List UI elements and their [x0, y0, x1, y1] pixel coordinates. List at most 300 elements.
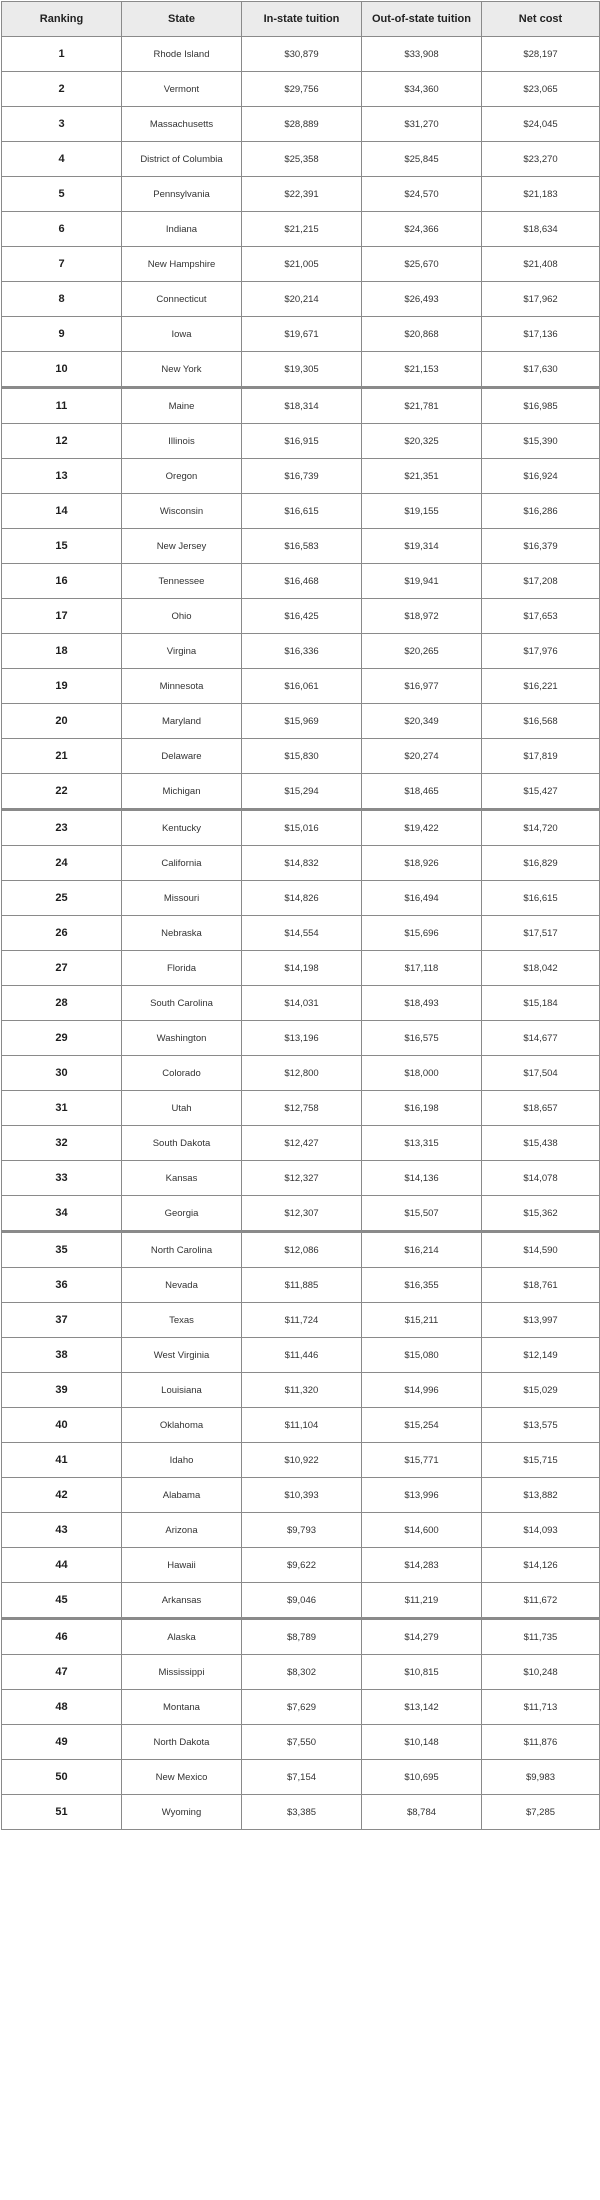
table-row	[2, 846, 600, 881]
cell-ranking: 45	[2, 1583, 122, 1619]
cell-in-state-tuition: $11,446	[242, 1338, 362, 1373]
cell-out-of-state-tuition: $15,507	[362, 1196, 482, 1232]
cell-state: Indiana	[122, 212, 242, 247]
cell-out-of-state-tuition: $17,118	[362, 951, 482, 986]
cell-in-state-tuition: $9,793	[242, 1513, 362, 1548]
cell-out-of-state-tuition: $14,283	[362, 1548, 482, 1583]
cell-state: Nevada	[122, 1268, 242, 1303]
table-row	[2, 951, 600, 986]
cell-state: Kentucky	[122, 810, 242, 846]
cell-out-of-state-tuition: $14,279	[362, 1619, 482, 1655]
cell-ranking: 25	[2, 881, 122, 916]
table-row	[2, 352, 600, 388]
cell-net-cost: $11,876	[482, 1725, 600, 1760]
cell-net-cost: $13,882	[482, 1478, 600, 1513]
table-row	[2, 388, 600, 424]
cell-in-state-tuition: $16,336	[242, 634, 362, 669]
header-state: State	[122, 2, 242, 37]
cell-ranking: 17	[2, 599, 122, 634]
cell-in-state-tuition: $7,550	[242, 1725, 362, 1760]
cell-ranking: 22	[2, 774, 122, 810]
table-body	[2, 37, 600, 1830]
cell-out-of-state-tuition: $34,360	[362, 72, 482, 107]
cell-ranking: 29	[2, 1021, 122, 1056]
cell-state: Iowa	[122, 317, 242, 352]
cell-ranking: 1	[2, 37, 122, 72]
cell-net-cost: $17,976	[482, 634, 600, 669]
cell-out-of-state-tuition: $18,000	[362, 1056, 482, 1091]
cell-ranking: 11	[2, 388, 122, 424]
cell-in-state-tuition: $7,629	[242, 1690, 362, 1725]
cell-out-of-state-tuition: $20,265	[362, 634, 482, 669]
cell-net-cost: $9,983	[482, 1760, 600, 1795]
cell-in-state-tuition: $15,830	[242, 739, 362, 774]
cell-in-state-tuition: $21,215	[242, 212, 362, 247]
cell-net-cost: $23,065	[482, 72, 600, 107]
cell-in-state-tuition: $11,724	[242, 1303, 362, 1338]
cell-in-state-tuition: $20,214	[242, 282, 362, 317]
table-row	[2, 1583, 600, 1619]
cell-in-state-tuition: $9,046	[242, 1583, 362, 1619]
cell-net-cost: $15,184	[482, 986, 600, 1021]
table-row	[2, 704, 600, 739]
cell-in-state-tuition: $8,789	[242, 1619, 362, 1655]
cell-net-cost: $21,183	[482, 177, 600, 212]
cell-state: Virgina	[122, 634, 242, 669]
cell-ranking: 21	[2, 739, 122, 774]
cell-in-state-tuition: $22,391	[242, 177, 362, 212]
cell-state: Oklahoma	[122, 1408, 242, 1443]
cell-ranking: 48	[2, 1690, 122, 1725]
cell-state: Pennsylvania	[122, 177, 242, 212]
table-row	[2, 739, 600, 774]
table-row	[2, 986, 600, 1021]
table-row	[2, 669, 600, 704]
cell-state: Montana	[122, 1690, 242, 1725]
cell-out-of-state-tuition: $24,366	[362, 212, 482, 247]
cell-in-state-tuition: $14,198	[242, 951, 362, 986]
cell-state: Delaware	[122, 739, 242, 774]
table-row	[2, 774, 600, 810]
cell-net-cost: $16,568	[482, 704, 600, 739]
table-row	[2, 916, 600, 951]
cell-out-of-state-tuition: $20,349	[362, 704, 482, 739]
cell-net-cost: $17,653	[482, 599, 600, 634]
cell-ranking: 14	[2, 494, 122, 529]
cell-out-of-state-tuition: $24,570	[362, 177, 482, 212]
cell-state: New Jersey	[122, 529, 242, 564]
cell-ranking: 24	[2, 846, 122, 881]
table-row	[2, 529, 600, 564]
cell-state: Missouri	[122, 881, 242, 916]
cell-ranking: 36	[2, 1268, 122, 1303]
cell-net-cost: $17,136	[482, 317, 600, 352]
cell-out-of-state-tuition: $26,493	[362, 282, 482, 317]
table-row	[2, 494, 600, 529]
cell-in-state-tuition: $11,320	[242, 1373, 362, 1408]
cell-in-state-tuition: $16,615	[242, 494, 362, 529]
cell-ranking: 12	[2, 424, 122, 459]
cell-state: Arizona	[122, 1513, 242, 1548]
cell-state: Oregon	[122, 459, 242, 494]
tuition-ranking-table	[1, 1, 600, 1830]
cell-out-of-state-tuition: $16,355	[362, 1268, 482, 1303]
cell-in-state-tuition: $13,196	[242, 1021, 362, 1056]
table-row	[2, 1548, 600, 1583]
cell-net-cost: $17,504	[482, 1056, 600, 1091]
cell-in-state-tuition: $7,154	[242, 1760, 362, 1795]
cell-state: Massachusetts	[122, 107, 242, 142]
cell-in-state-tuition: $14,832	[242, 846, 362, 881]
cell-net-cost: $16,286	[482, 494, 600, 529]
cell-ranking: 10	[2, 352, 122, 388]
cell-ranking: 13	[2, 459, 122, 494]
cell-state: Kansas	[122, 1161, 242, 1196]
table-row	[2, 1619, 600, 1655]
cell-net-cost: $11,735	[482, 1619, 600, 1655]
cell-out-of-state-tuition: $21,153	[362, 352, 482, 388]
cell-in-state-tuition: $25,358	[242, 142, 362, 177]
cell-in-state-tuition: $19,305	[242, 352, 362, 388]
cell-state: North Carolina	[122, 1232, 242, 1268]
cell-state: Maine	[122, 388, 242, 424]
cell-out-of-state-tuition: $31,270	[362, 107, 482, 142]
cell-in-state-tuition: $10,922	[242, 1443, 362, 1478]
cell-net-cost: $14,677	[482, 1021, 600, 1056]
cell-in-state-tuition: $14,031	[242, 986, 362, 1021]
table-row	[2, 1338, 600, 1373]
cell-out-of-state-tuition: $21,351	[362, 459, 482, 494]
cell-state: Rhode Island	[122, 37, 242, 72]
cell-out-of-state-tuition: $18,465	[362, 774, 482, 810]
cell-in-state-tuition: $12,800	[242, 1056, 362, 1091]
cell-net-cost: $17,208	[482, 564, 600, 599]
cell-ranking: 15	[2, 529, 122, 564]
cell-out-of-state-tuition: $8,784	[362, 1795, 482, 1830]
cell-net-cost: $13,997	[482, 1303, 600, 1338]
cell-net-cost: $14,126	[482, 1548, 600, 1583]
cell-ranking: 6	[2, 212, 122, 247]
cell-in-state-tuition: $10,393	[242, 1478, 362, 1513]
table-row	[2, 564, 600, 599]
table-row	[2, 599, 600, 634]
table-row	[2, 1126, 600, 1161]
table-row	[2, 1690, 600, 1725]
cell-net-cost: $15,427	[482, 774, 600, 810]
cell-state: South Carolina	[122, 986, 242, 1021]
table-row	[2, 1232, 600, 1268]
cell-out-of-state-tuition: $11,219	[362, 1583, 482, 1619]
cell-state: Washington	[122, 1021, 242, 1056]
cell-ranking: 5	[2, 177, 122, 212]
cell-ranking: 49	[2, 1725, 122, 1760]
cell-out-of-state-tuition: $16,198	[362, 1091, 482, 1126]
cell-out-of-state-tuition: $14,600	[362, 1513, 482, 1548]
cell-ranking: 26	[2, 916, 122, 951]
cell-out-of-state-tuition: $14,136	[362, 1161, 482, 1196]
cell-out-of-state-tuition: $20,274	[362, 739, 482, 774]
cell-net-cost: $16,221	[482, 669, 600, 704]
cell-in-state-tuition: $14,554	[242, 916, 362, 951]
cell-state: West Virginia	[122, 1338, 242, 1373]
cell-ranking: 20	[2, 704, 122, 739]
cell-state: Michigan	[122, 774, 242, 810]
table-row	[2, 107, 600, 142]
cell-state: Minnesota	[122, 669, 242, 704]
cell-net-cost: $7,285	[482, 1795, 600, 1830]
cell-ranking: 51	[2, 1795, 122, 1830]
table-row	[2, 1443, 600, 1478]
cell-in-state-tuition: $11,104	[242, 1408, 362, 1443]
table-row	[2, 881, 600, 916]
cell-state: Idaho	[122, 1443, 242, 1478]
cell-net-cost: $17,630	[482, 352, 600, 388]
cell-ranking: 7	[2, 247, 122, 282]
cell-ranking: 33	[2, 1161, 122, 1196]
cell-ranking: 23	[2, 810, 122, 846]
cell-out-of-state-tuition: $25,845	[362, 142, 482, 177]
cell-in-state-tuition: $12,307	[242, 1196, 362, 1232]
cell-state: New Hampshire	[122, 247, 242, 282]
cell-state: Arkansas	[122, 1583, 242, 1619]
cell-in-state-tuition: $12,758	[242, 1091, 362, 1126]
cell-ranking: 40	[2, 1408, 122, 1443]
cell-ranking: 42	[2, 1478, 122, 1513]
table-row	[2, 1478, 600, 1513]
cell-ranking: 38	[2, 1338, 122, 1373]
table-row	[2, 1760, 600, 1795]
table-row	[2, 72, 600, 107]
cell-state: Florida	[122, 951, 242, 986]
cell-net-cost: $15,362	[482, 1196, 600, 1232]
cell-ranking: 50	[2, 1760, 122, 1795]
cell-ranking: 3	[2, 107, 122, 142]
cell-state: Illinois	[122, 424, 242, 459]
cell-ranking: 8	[2, 282, 122, 317]
cell-state: Alaska	[122, 1619, 242, 1655]
table-row	[2, 247, 600, 282]
cell-out-of-state-tuition: $19,941	[362, 564, 482, 599]
cell-out-of-state-tuition: $15,080	[362, 1338, 482, 1373]
cell-in-state-tuition: $28,889	[242, 107, 362, 142]
table-row	[2, 1196, 600, 1232]
cell-in-state-tuition: $3,385	[242, 1795, 362, 1830]
header-row	[2, 2, 600, 37]
cell-out-of-state-tuition: $18,972	[362, 599, 482, 634]
cell-in-state-tuition: $15,016	[242, 810, 362, 846]
cell-net-cost: $28,197	[482, 37, 600, 72]
cell-out-of-state-tuition: $19,422	[362, 810, 482, 846]
table-row	[2, 1091, 600, 1126]
table-row	[2, 1408, 600, 1443]
cell-out-of-state-tuition: $16,977	[362, 669, 482, 704]
cell-in-state-tuition: $9,622	[242, 1548, 362, 1583]
table-row	[2, 177, 600, 212]
cell-net-cost: $14,590	[482, 1232, 600, 1268]
cell-net-cost: $17,517	[482, 916, 600, 951]
cell-state: Louisiana	[122, 1373, 242, 1408]
cell-ranking: 43	[2, 1513, 122, 1548]
cell-ranking: 4	[2, 142, 122, 177]
cell-in-state-tuition: $12,327	[242, 1161, 362, 1196]
table-row	[2, 1268, 600, 1303]
table-row	[2, 424, 600, 459]
cell-net-cost: $16,924	[482, 459, 600, 494]
cell-net-cost: $11,672	[482, 1583, 600, 1619]
cell-ranking: 46	[2, 1619, 122, 1655]
cell-in-state-tuition: $16,468	[242, 564, 362, 599]
cell-net-cost: $21,408	[482, 247, 600, 282]
cell-state: Wisconsin	[122, 494, 242, 529]
cell-net-cost: $18,634	[482, 212, 600, 247]
cell-in-state-tuition: $19,671	[242, 317, 362, 352]
cell-out-of-state-tuition: $18,493	[362, 986, 482, 1021]
cell-in-state-tuition: $8,302	[242, 1655, 362, 1690]
cell-state: North Dakota	[122, 1725, 242, 1760]
cell-state: Hawaii	[122, 1548, 242, 1583]
cell-state: Ohio	[122, 599, 242, 634]
cell-in-state-tuition: $18,314	[242, 388, 362, 424]
table-row	[2, 1303, 600, 1338]
cell-net-cost: $16,829	[482, 846, 600, 881]
cell-net-cost: $16,379	[482, 529, 600, 564]
cell-state: New Mexico	[122, 1760, 242, 1795]
cell-out-of-state-tuition: $20,325	[362, 424, 482, 459]
cell-state: Nebraska	[122, 916, 242, 951]
cell-ranking: 47	[2, 1655, 122, 1690]
cell-out-of-state-tuition: $13,315	[362, 1126, 482, 1161]
cell-ranking: 34	[2, 1196, 122, 1232]
cell-net-cost: $16,985	[482, 388, 600, 424]
cell-net-cost: $12,149	[482, 1338, 600, 1373]
cell-net-cost: $24,045	[482, 107, 600, 142]
cell-net-cost: $15,029	[482, 1373, 600, 1408]
table-row	[2, 317, 600, 352]
cell-out-of-state-tuition: $16,575	[362, 1021, 482, 1056]
cell-in-state-tuition: $11,885	[242, 1268, 362, 1303]
cell-out-of-state-tuition: $14,996	[362, 1373, 482, 1408]
cell-state: California	[122, 846, 242, 881]
cell-net-cost: $10,248	[482, 1655, 600, 1690]
cell-net-cost: $16,615	[482, 881, 600, 916]
cell-out-of-state-tuition: $33,908	[362, 37, 482, 72]
cell-out-of-state-tuition: $25,670	[362, 247, 482, 282]
table-row	[2, 459, 600, 494]
cell-net-cost: $15,390	[482, 424, 600, 459]
cell-out-of-state-tuition: $15,696	[362, 916, 482, 951]
cell-in-state-tuition: $15,969	[242, 704, 362, 739]
cell-out-of-state-tuition: $15,254	[362, 1408, 482, 1443]
cell-out-of-state-tuition: $15,211	[362, 1303, 482, 1338]
table-row	[2, 1021, 600, 1056]
cell-net-cost: $18,657	[482, 1091, 600, 1126]
cell-out-of-state-tuition: $10,148	[362, 1725, 482, 1760]
cell-out-of-state-tuition: $13,996	[362, 1478, 482, 1513]
cell-ranking: 35	[2, 1232, 122, 1268]
table-row	[2, 212, 600, 247]
cell-ranking: 9	[2, 317, 122, 352]
cell-out-of-state-tuition: $16,494	[362, 881, 482, 916]
cell-state: Tennessee	[122, 564, 242, 599]
table-row	[2, 1725, 600, 1760]
header-in-state-tuition: In-state tuition	[242, 2, 362, 37]
header-net-cost: Net cost	[482, 2, 600, 37]
cell-in-state-tuition: $30,879	[242, 37, 362, 72]
cell-in-state-tuition: $15,294	[242, 774, 362, 810]
cell-state: Texas	[122, 1303, 242, 1338]
table-row	[2, 1056, 600, 1091]
cell-out-of-state-tuition: $18,926	[362, 846, 482, 881]
cell-ranking: 32	[2, 1126, 122, 1161]
cell-out-of-state-tuition: $16,214	[362, 1232, 482, 1268]
cell-net-cost: $14,720	[482, 810, 600, 846]
cell-ranking: 41	[2, 1443, 122, 1478]
cell-ranking: 2	[2, 72, 122, 107]
table-row	[2, 1795, 600, 1830]
cell-net-cost: $17,819	[482, 739, 600, 774]
cell-state: Mississippi	[122, 1655, 242, 1690]
cell-net-cost: $15,438	[482, 1126, 600, 1161]
cell-state: Colorado	[122, 1056, 242, 1091]
cell-ranking: 39	[2, 1373, 122, 1408]
cell-net-cost: $13,575	[482, 1408, 600, 1443]
cell-net-cost: $17,962	[482, 282, 600, 317]
cell-net-cost: $11,713	[482, 1690, 600, 1725]
table-row	[2, 1513, 600, 1548]
cell-net-cost: $18,042	[482, 951, 600, 986]
table-row	[2, 1373, 600, 1408]
table-row	[2, 37, 600, 72]
header-out-of-state-tuition: Out-of-state tuition	[362, 2, 482, 37]
cell-in-state-tuition: $16,915	[242, 424, 362, 459]
cell-ranking: 27	[2, 951, 122, 986]
cell-out-of-state-tuition: $21,781	[362, 388, 482, 424]
cell-in-state-tuition: $12,427	[242, 1126, 362, 1161]
cell-state: South Dakota	[122, 1126, 242, 1161]
table-row	[2, 282, 600, 317]
table-header	[2, 2, 600, 37]
cell-state: District of Columbia	[122, 142, 242, 177]
cell-state: Alabama	[122, 1478, 242, 1513]
cell-out-of-state-tuition: $19,314	[362, 529, 482, 564]
cell-state: Connecticut	[122, 282, 242, 317]
cell-out-of-state-tuition: $20,868	[362, 317, 482, 352]
cell-net-cost: $15,715	[482, 1443, 600, 1478]
cell-ranking: 18	[2, 634, 122, 669]
cell-out-of-state-tuition: $13,142	[362, 1690, 482, 1725]
cell-in-state-tuition: $29,756	[242, 72, 362, 107]
table-row	[2, 810, 600, 846]
cell-ranking: 28	[2, 986, 122, 1021]
cell-ranking: 37	[2, 1303, 122, 1338]
cell-state: Maryland	[122, 704, 242, 739]
cell-net-cost: $18,761	[482, 1268, 600, 1303]
header-ranking: Ranking	[2, 2, 122, 37]
tuition-ranking-table-container	[1, 1, 599, 1830]
cell-in-state-tuition: $16,425	[242, 599, 362, 634]
cell-state: New York	[122, 352, 242, 388]
cell-net-cost: $14,093	[482, 1513, 600, 1548]
cell-in-state-tuition: $21,005	[242, 247, 362, 282]
cell-in-state-tuition: $14,826	[242, 881, 362, 916]
cell-state: Wyoming	[122, 1795, 242, 1830]
table-row	[2, 1161, 600, 1196]
table-row	[2, 634, 600, 669]
cell-ranking: 44	[2, 1548, 122, 1583]
cell-out-of-state-tuition: $15,771	[362, 1443, 482, 1478]
cell-ranking: 30	[2, 1056, 122, 1091]
cell-out-of-state-tuition: $10,695	[362, 1760, 482, 1795]
